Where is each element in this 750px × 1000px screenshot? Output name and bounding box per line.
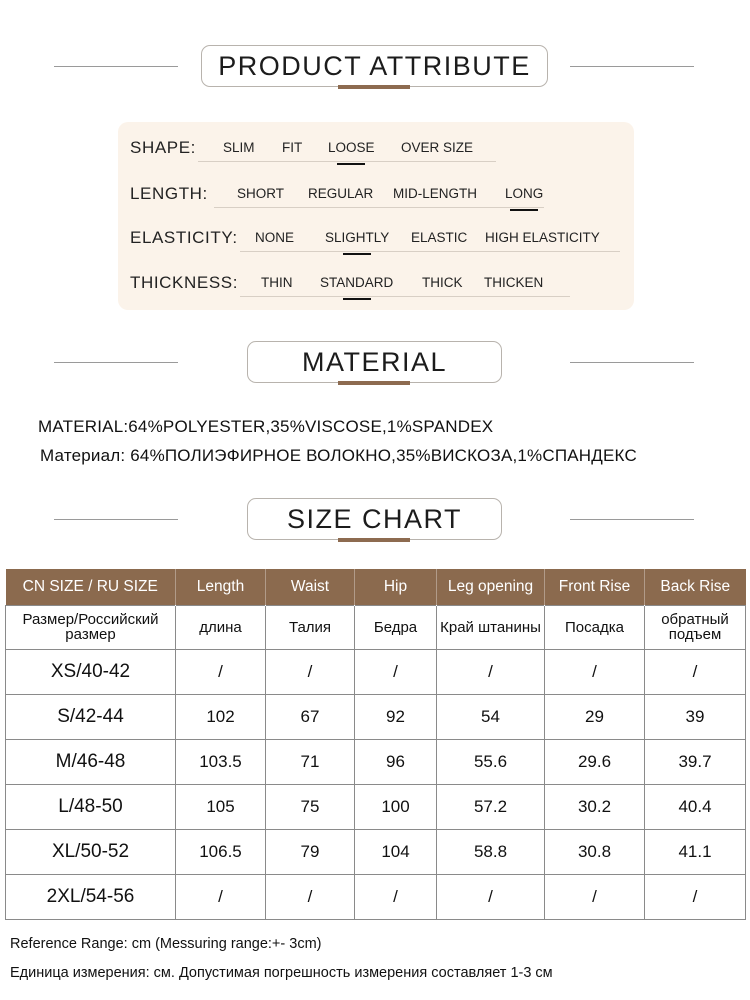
table-cell: 79 [266,829,355,874]
table-cell: / [266,649,355,694]
table-row [6,649,746,694]
attr-baseline [240,296,570,297]
attr-option: OVER SIZE [401,140,474,155]
table-cell: 75 [266,784,355,829]
attr-option: NONE [255,230,295,245]
title-underline [338,85,410,89]
table-cell: 71 [266,739,355,784]
table-cell: / [355,874,437,919]
table-cell: 67 [266,694,355,739]
table-cell: 105 [176,784,266,829]
ru-header-cell: длина [176,605,266,649]
size-cell: 2XL/54-56 [6,874,176,919]
attr-option: THIN [261,275,293,290]
table-cell: / [437,874,545,919]
attr-option: ELASTIC [411,230,468,245]
column-header: Front Rise [545,569,645,605]
attr-label: LENGTH: [130,184,208,203]
attr-option: SLIM [223,140,255,155]
table-cell: 102 [176,694,266,739]
material-header [0,341,750,385]
attr-label: THICKNESS: [130,273,239,292]
attr-option-selected: LOOSE [328,140,375,155]
section-title: PRODUCT ATTRIBUTE [201,45,548,87]
divider-line [570,66,694,67]
table-cell: / [266,874,355,919]
attr-baseline [240,251,620,252]
divider-line [54,66,178,67]
product-attribute-header [0,45,750,89]
table-cell: 92 [355,694,437,739]
table-cell: 96 [355,739,437,784]
column-header: Waist [266,569,355,605]
table-cell: / [355,649,437,694]
table-cell: / [176,649,266,694]
table-row [6,739,746,784]
divider-line [54,362,178,363]
attr-row-shape [118,134,634,164]
attr-option: REGULAR [308,186,374,201]
table-cell: 106.5 [176,829,266,874]
table-cell: 41.1 [645,829,746,874]
table-row [6,694,746,739]
size-cell: M/46-48 [6,739,176,784]
title-underline [338,538,410,542]
table-cell: 100 [355,784,437,829]
table-cell: 54 [437,694,545,739]
attr-option: THICK [422,275,463,290]
column-header: Hip [355,569,437,605]
ru-header-cell: Бедра [355,605,437,649]
material-text-ru: Материал: 64%ПОЛИЭФИРНОЕ ВОЛОКНО,35%ВИСКОЗА,1%СПАНДЕКС [40,446,637,465]
attr-option-selected: SLIGHTLY [325,230,390,245]
attr-label: SHAPE: [130,138,196,157]
divider-line [570,362,694,363]
reference-note-ru: Единица измерения: см. Допустимая погрешность измерения составляет 1-3 см [10,965,553,981]
table-header-row [6,569,746,605]
table-ru-header-row [6,605,746,649]
attr-row-elasticity [118,224,634,254]
attr-label: ELASTICITY: [130,228,238,247]
divider-line [570,519,694,520]
attr-row-length [118,180,634,210]
table-cell: 30.8 [545,829,645,874]
ru-header-cell: обратный подъем [645,605,746,649]
table-cell: 39 [645,694,746,739]
table-cell: 103.5 [176,739,266,784]
table-cell: 39.7 [645,739,746,784]
table-cell: 58.8 [437,829,545,874]
ru-header-cell: Талия [266,605,355,649]
column-header: Back Rise [645,569,746,605]
table-cell: / [545,649,645,694]
attribute-panel [118,122,634,310]
section-title: MATERIAL [247,341,502,383]
attr-option: HIGH ELASTICITY [485,230,600,245]
table-cell: 29 [545,694,645,739]
table-row [6,829,746,874]
size-cell: S/42-44 [6,694,176,739]
attr-option-selected: LONG [505,186,544,201]
table-cell: / [545,874,645,919]
table-cell: 104 [355,829,437,874]
table-row [6,784,746,829]
column-header: Leg opening [437,569,545,605]
attr-option: SHORT [237,186,285,201]
ru-header-cell: Размер/Российский размер [6,605,176,649]
size-cell: L/48-50 [6,784,176,829]
table-cell: 29.6 [545,739,645,784]
table-cell: 55.6 [437,739,545,784]
column-header: CN SIZE / RU SIZE [6,569,176,605]
divider-line [54,519,178,520]
table-cell: 40.4 [645,784,746,829]
ru-header-cell: Край штанины [437,605,545,649]
table-cell: 57.2 [437,784,545,829]
table-cell: / [437,649,545,694]
table-cell: / [645,874,746,919]
attr-option: MID-LENGTH [393,186,477,201]
table-cell: / [176,874,266,919]
section-title: SIZE CHART [247,498,502,540]
table-cell: 30.2 [545,784,645,829]
size-cell: XL/50-52 [6,829,176,874]
table-cell: / [645,649,746,694]
reference-note-en: Reference Range: cm (Messuring range:+- 3cm) [10,936,322,952]
attr-option: FIT [282,140,303,155]
size-chart-header [0,498,750,542]
title-underline [338,381,410,385]
size-cell: XS/40-42 [6,649,176,694]
attr-baseline [214,207,544,208]
size-chart-table [5,569,746,920]
attr-row-thickness [118,269,634,299]
attr-option-selected: STANDARD [320,275,394,290]
table-row [6,874,746,919]
ru-header-cell: Посадка [545,605,645,649]
attr-option: THICKEN [484,275,544,290]
material-text-en: MATERIAL:64%POLYESTER,35%VISCOSE,1%SPANDEX [38,417,494,436]
column-header: Length [176,569,266,605]
